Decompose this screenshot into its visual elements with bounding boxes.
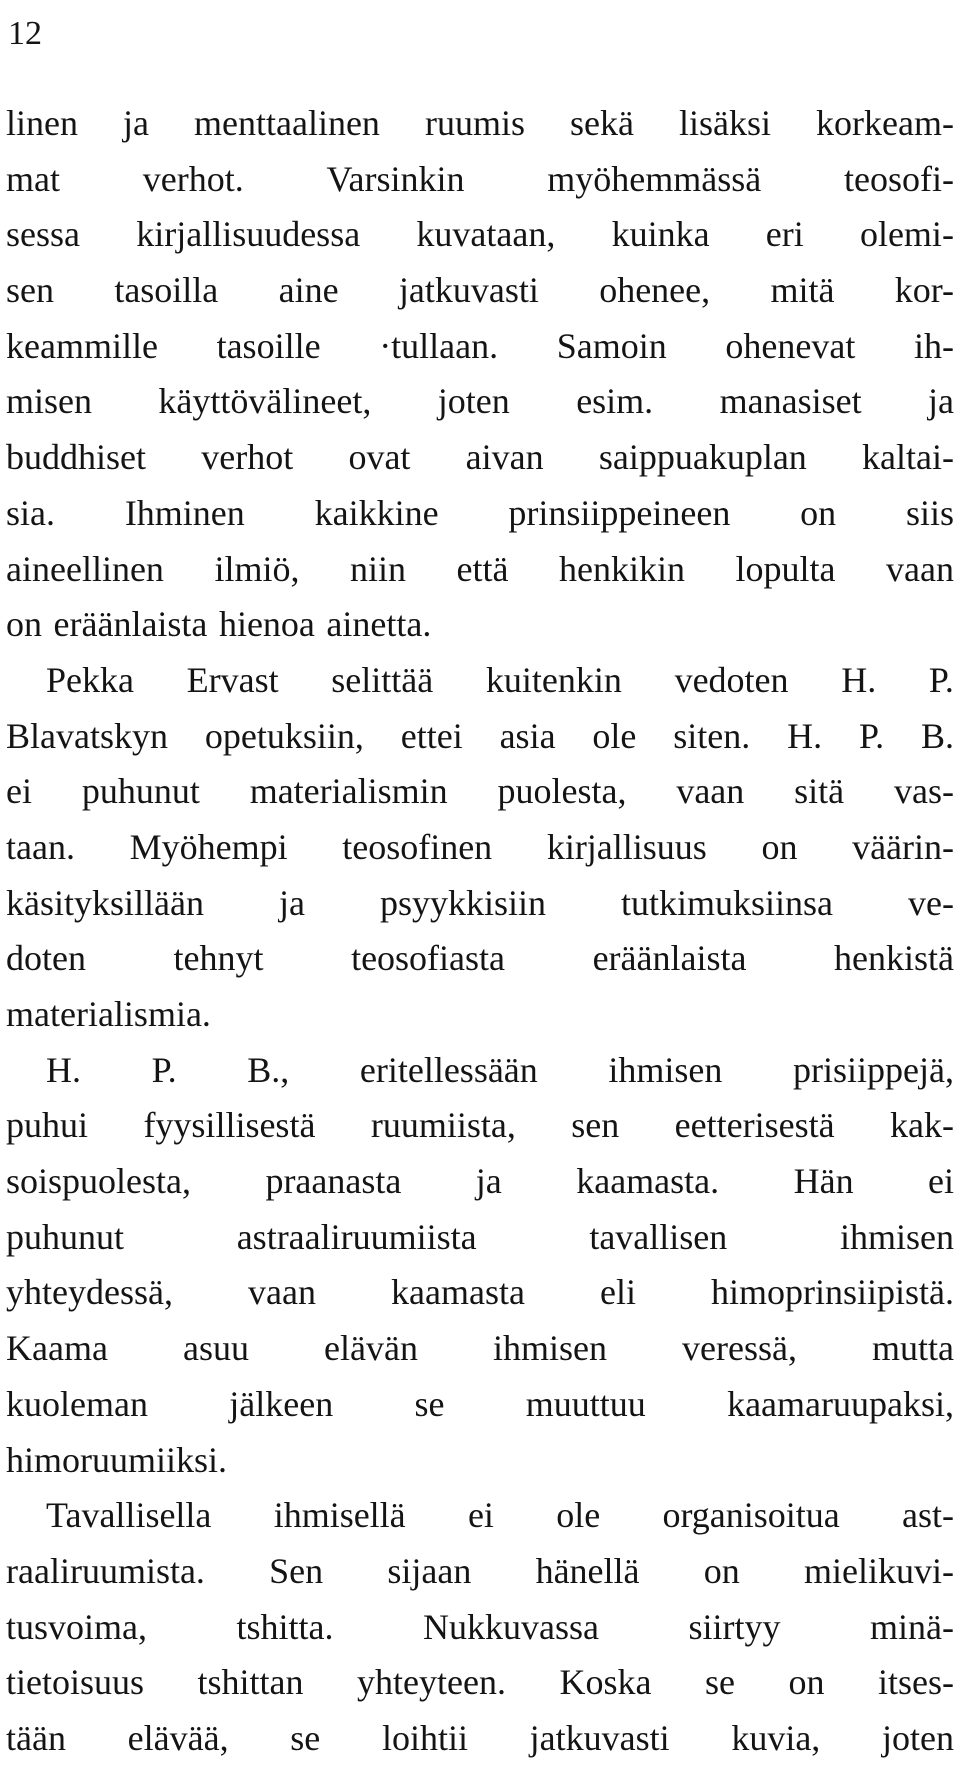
word: että: [456, 548, 509, 589]
word: ja: [475, 1161, 502, 1202]
word: vaan: [885, 548, 954, 589]
word: olemi-: [859, 214, 954, 255]
word: kaamasta.: [576, 1161, 720, 1202]
text-line: [6, 263, 954, 319]
word: teosofinen: [342, 826, 493, 867]
text-line: [6, 987, 954, 1043]
word: jatkuvasti: [529, 1717, 670, 1758]
word: hänellä: [535, 1550, 640, 1591]
word: siis: [905, 492, 954, 533]
word: on: [788, 1662, 825, 1703]
word: himoprinsiipistä.: [710, 1272, 954, 1313]
text-line: [6, 653, 954, 709]
word: sessa: [6, 214, 80, 255]
word: eräänlaista: [592, 938, 747, 979]
word: tasoilla: [114, 270, 219, 311]
word: Sen: [269, 1550, 324, 1591]
text-line: [6, 1265, 954, 1321]
text-line: [6, 1600, 954, 1656]
word: kuvia,: [731, 1717, 821, 1758]
text-line: [6, 931, 954, 987]
word: käsityksillään: [6, 882, 204, 923]
word: vaan: [248, 1272, 316, 1313]
word: selittää: [331, 659, 434, 700]
word: praanasta: [265, 1161, 402, 1202]
word: H.: [787, 715, 823, 756]
word: mutta: [871, 1328, 954, 1369]
word: buddhiset: [6, 437, 146, 478]
word: eri: [765, 214, 804, 255]
word: on: [703, 1550, 740, 1591]
text-line: [6, 820, 954, 876]
word: mitä: [770, 270, 835, 311]
word: materialismin: [249, 771, 448, 812]
text-line: [6, 1098, 954, 1154]
word: jatkuvasti: [398, 270, 539, 311]
body-text: [6, 96, 954, 1767]
word: käyttövälineet,: [158, 381, 372, 422]
word: lopulta: [735, 548, 836, 589]
word: mat: [6, 158, 60, 199]
text-line: [6, 1210, 954, 1266]
word: minä-: [870, 1606, 954, 1647]
word: aivan: [465, 437, 544, 478]
word: verhot.: [142, 158, 244, 199]
word: H.: [841, 659, 877, 700]
word: ruumiista,: [370, 1105, 516, 1146]
word: P.: [928, 659, 954, 700]
word: joten: [882, 1717, 954, 1758]
text-line: [6, 1043, 954, 1099]
word: puhui: [6, 1105, 89, 1146]
word: puolesta,: [497, 771, 627, 812]
word: Ihminen: [124, 492, 245, 533]
word: Kaama: [6, 1328, 108, 1369]
word: ohenee,: [599, 270, 711, 311]
word: vas-: [893, 771, 954, 812]
word: organisoitua: [662, 1495, 840, 1536]
text-line: [6, 152, 954, 208]
word: sen: [6, 270, 54, 311]
word: Blavatskyn: [6, 715, 168, 756]
word: ilmiö,: [214, 548, 300, 589]
word: Myöhempi: [129, 826, 288, 867]
word: ihmisen: [608, 1049, 723, 1090]
text-line: [6, 319, 954, 375]
word: H.: [46, 1049, 81, 1090]
word: B.,: [247, 1049, 290, 1090]
word: ohenevat: [725, 325, 856, 366]
text-line: [6, 709, 954, 765]
word: ve-: [908, 882, 954, 923]
word: ei: [6, 771, 32, 812]
word: on: [761, 826, 798, 867]
text-line: [6, 1544, 954, 1600]
word: sia.: [6, 492, 55, 533]
text-line: [6, 876, 954, 932]
word: ei: [467, 1495, 494, 1536]
word: elävän: [324, 1328, 418, 1369]
word: keammille: [6, 325, 158, 366]
word: joten: [437, 381, 510, 422]
word: niin: [349, 548, 406, 589]
word: ·tullaan.: [379, 325, 499, 366]
word: aineellinen: [6, 548, 164, 589]
text-line: [6, 1377, 954, 1433]
word: soispuolesta,: [6, 1161, 191, 1202]
word: ainetta.: [326, 604, 432, 645]
word: tutkimuksiinsa: [620, 882, 833, 923]
word: Hän: [793, 1161, 854, 1202]
word: aine: [278, 270, 339, 311]
word: Koska: [559, 1662, 652, 1703]
word: linen: [6, 103, 78, 143]
word: Varsinkin: [326, 158, 465, 199]
word: henkikin: [558, 548, 685, 589]
word: väärin-: [852, 826, 954, 867]
text-line: [6, 542, 954, 598]
word: teosofiasta: [351, 938, 506, 979]
word: misen: [6, 381, 92, 422]
word: kuitenkin: [485, 659, 622, 700]
word: opetuksiin,: [204, 715, 364, 756]
word: vaan: [676, 771, 745, 812]
word: henkistä: [834, 938, 954, 979]
word: Pekka: [46, 659, 134, 700]
word: saippuakuplan: [598, 437, 807, 478]
word: on: [800, 492, 837, 533]
word: sijaan: [387, 1550, 472, 1591]
word: astraaliruumiista: [236, 1216, 477, 1257]
word: prisiippejä,: [793, 1049, 954, 1090]
word: tavallisen: [589, 1216, 728, 1257]
word: taan.: [6, 826, 75, 867]
page-number: 12: [8, 15, 42, 52]
word: sen: [571, 1105, 620, 1146]
word: ja: [278, 882, 305, 923]
text-line: [6, 207, 954, 263]
word: siten.: [673, 715, 751, 756]
word: ihmisen: [839, 1216, 954, 1257]
word: eritellessään: [359, 1049, 538, 1090]
word: muuttuu: [525, 1383, 646, 1424]
word: ovat: [348, 437, 411, 478]
word: Ervast: [186, 659, 279, 700]
word: loihtii: [381, 1717, 468, 1758]
word: B.: [920, 715, 954, 756]
word: kuoleman: [6, 1383, 148, 1424]
word: itses-: [877, 1662, 954, 1703]
word: yhteydessä,: [6, 1272, 173, 1313]
text-line: [6, 764, 954, 820]
word: manasiset: [719, 381, 862, 422]
word: kuinka: [611, 214, 710, 255]
word: himoruumiiksi.: [6, 1439, 228, 1480]
word: tshittan: [197, 1662, 304, 1703]
word: tietoisuus: [6, 1662, 145, 1703]
word: se: [414, 1383, 445, 1424]
word: tasoille: [216, 325, 321, 366]
word: tehnyt: [173, 938, 264, 979]
word: jälkeen: [229, 1383, 334, 1424]
word: kaamaruupaksi,: [727, 1383, 954, 1424]
word: lisäksi: [678, 103, 771, 143]
text-line: [6, 1655, 954, 1711]
word: ast-: [902, 1495, 954, 1536]
word: doten: [6, 938, 86, 979]
text-line: [6, 374, 954, 430]
text-line: [6, 430, 954, 486]
word: teosofi-: [843, 158, 954, 199]
word: sekä: [569, 103, 634, 143]
word: ruumis: [424, 103, 525, 143]
word: prinsiippeineen: [508, 492, 731, 533]
word: kuvataan,: [416, 214, 556, 255]
word: veressä,: [682, 1328, 797, 1369]
word: eli: [599, 1272, 636, 1313]
word: kaltai-: [862, 437, 954, 478]
word: se: [704, 1662, 735, 1703]
word: elävää,: [127, 1717, 229, 1758]
word: tshitta.: [236, 1606, 334, 1647]
word: ettei: [400, 715, 463, 756]
word: fyysillisestä: [143, 1105, 316, 1146]
word: psyykkisiin: [379, 882, 546, 923]
word: kor-: [894, 270, 954, 311]
word: vedoten: [674, 659, 789, 700]
word: eräänlaista: [53, 604, 208, 645]
word: puhunut: [81, 771, 200, 812]
word: P.: [859, 715, 885, 756]
word: esim.: [576, 381, 654, 422]
word: korkeam-: [816, 103, 954, 143]
word: tusvoima,: [6, 1606, 147, 1647]
word: hienoa: [218, 604, 315, 645]
word: yhteyteen.: [357, 1662, 506, 1703]
word: materialismia.: [6, 994, 211, 1034]
text-line: [6, 1711, 954, 1767]
word: Nukkuvassa: [423, 1606, 599, 1647]
word: ihmisen: [492, 1328, 607, 1369]
word: mielikuvi-: [803, 1550, 954, 1591]
word: se: [290, 1717, 321, 1758]
text-line: [6, 1433, 954, 1489]
word: ei: [928, 1161, 954, 1202]
word: asia: [499, 715, 556, 756]
word: menttaalinen: [194, 103, 380, 143]
word: sitä: [794, 771, 845, 812]
word: Samoin: [556, 325, 667, 366]
word: on: [6, 604, 42, 645]
word: asuu: [182, 1328, 249, 1369]
text-line: [6, 486, 954, 542]
word: kaikkine: [314, 492, 439, 533]
text-line: [6, 1154, 954, 1210]
text-line: [6, 1321, 954, 1377]
word: kirjallisuudessa: [136, 214, 361, 255]
word: ihmisellä: [273, 1495, 406, 1536]
word: P.: [151, 1049, 177, 1090]
word: ih-: [913, 325, 954, 366]
word: eetterisestä: [674, 1105, 835, 1146]
word: puhunut: [6, 1216, 125, 1257]
word: tään: [6, 1717, 66, 1758]
text-line: [6, 1488, 954, 1544]
word: Tavallisella: [46, 1495, 212, 1536]
word: ole: [592, 715, 637, 756]
word: kaamasta: [391, 1272, 525, 1313]
word: ole: [556, 1495, 601, 1536]
word: kak-: [890, 1105, 954, 1146]
word: myöhemmässä: [547, 158, 762, 199]
word: kirjallisuus: [546, 826, 707, 867]
text-line: [6, 96, 954, 152]
word: verhot: [201, 437, 294, 478]
text-line: [6, 597, 954, 653]
word: raaliruumista.: [6, 1550, 205, 1591]
word: ja: [123, 103, 149, 143]
word: ja: [928, 381, 954, 422]
word: siirtyy: [688, 1606, 781, 1647]
